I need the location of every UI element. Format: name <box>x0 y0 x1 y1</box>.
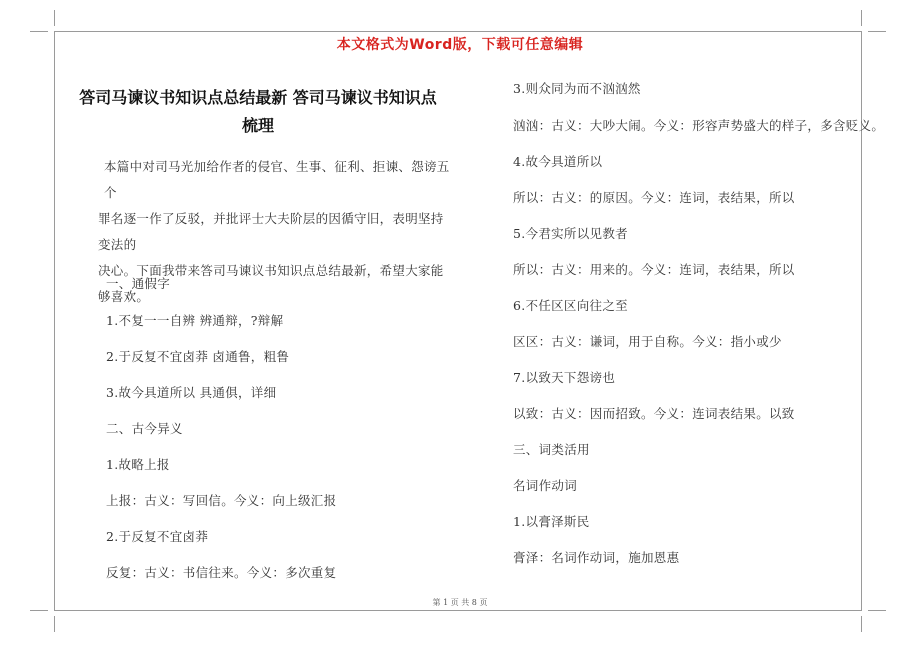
page-number-footer: 第 1 页 共 8 页 <box>432 598 488 607</box>
list-item: 4.故今具道所以 <box>513 154 603 169</box>
intro-line: 罪名逐一作了反驳，并批评士大夫阶层的因循守旧，表明坚持变法的 <box>98 211 444 252</box>
title-line-1: 答司马谏议书知识点总结最新 答司马谏议书知识点 <box>79 88 437 107</box>
document-title <box>58 84 458 140</box>
list-item: 所以：古义：用来的。今义：连词，表结果，所以 <box>513 262 795 277</box>
list-item: 3.故今具道所以 具通俱，详细 <box>106 385 277 400</box>
title-line-2: 梳理 <box>241 116 274 135</box>
word-format-banner: 本文格式为Word版，下载可任意编辑 <box>336 37 584 53</box>
crop-mark <box>861 616 862 632</box>
section-heading: 一、通假字 <box>106 276 171 291</box>
intro-line: 决心。下面我带来答司马谏议书知识点总结最新，希望大家能够喜欢。 <box>98 263 444 304</box>
bottom-border-line <box>54 610 862 611</box>
list-item: 3.则众同为而不汹汹然 <box>513 81 641 96</box>
list-item: 1.不复一一自辨 辨通辩，?辩解 <box>106 313 284 328</box>
list-item: 汹汹：古义：大吵大闹。今义：形容声势盛大的样子，多含贬义。 <box>513 118 885 133</box>
section-heading: 三、词类活用 <box>513 442 590 457</box>
list-item: 1.故略上报 <box>106 457 170 472</box>
list-item: 6.不任区区向往之至 <box>513 298 628 313</box>
list-item: 名词作动词 <box>513 478 578 493</box>
list-item: 膏泽：名词作动词，施加恩惠 <box>513 550 680 565</box>
list-item: 上报：古义：写回信。今义：向上级汇报 <box>106 493 337 508</box>
list-item: 2.于反复不宜卤莽 卤通鲁，粗鲁 <box>106 349 290 364</box>
list-item: 5.今君实所以见教者 <box>513 226 628 241</box>
crop-mark <box>54 10 55 26</box>
list-item: 所以：古义：的原因。今义：连词，表结果，所以 <box>513 190 795 205</box>
list-item: 7.以致天下怨谤也 <box>513 370 616 385</box>
list-item: 反复：古义：书信往来。今义：多次重复 <box>106 565 337 580</box>
list-item: 以致：古义：因而招致。今义：连词表结果。以致 <box>513 406 795 421</box>
crop-mark <box>54 616 55 632</box>
crop-mark <box>868 610 886 611</box>
crop-mark <box>30 31 48 32</box>
section-heading: 二、古今异义 <box>106 421 183 436</box>
crop-mark <box>30 610 48 611</box>
crop-mark <box>861 10 862 26</box>
list-item: 2.于反复不宜卤莽 <box>106 529 209 544</box>
intro-line: 本篇中对司马光加给作者的侵官、生事、征利、拒谏、怨谤五个 <box>104 159 450 200</box>
crop-mark <box>868 31 886 32</box>
top-border-line <box>54 31 862 32</box>
left-border-line <box>54 31 55 611</box>
list-item: 1.以膏泽斯民 <box>513 514 590 529</box>
list-item: 区区：古义：谦词，用于自称。今义：指小或少 <box>513 334 782 349</box>
